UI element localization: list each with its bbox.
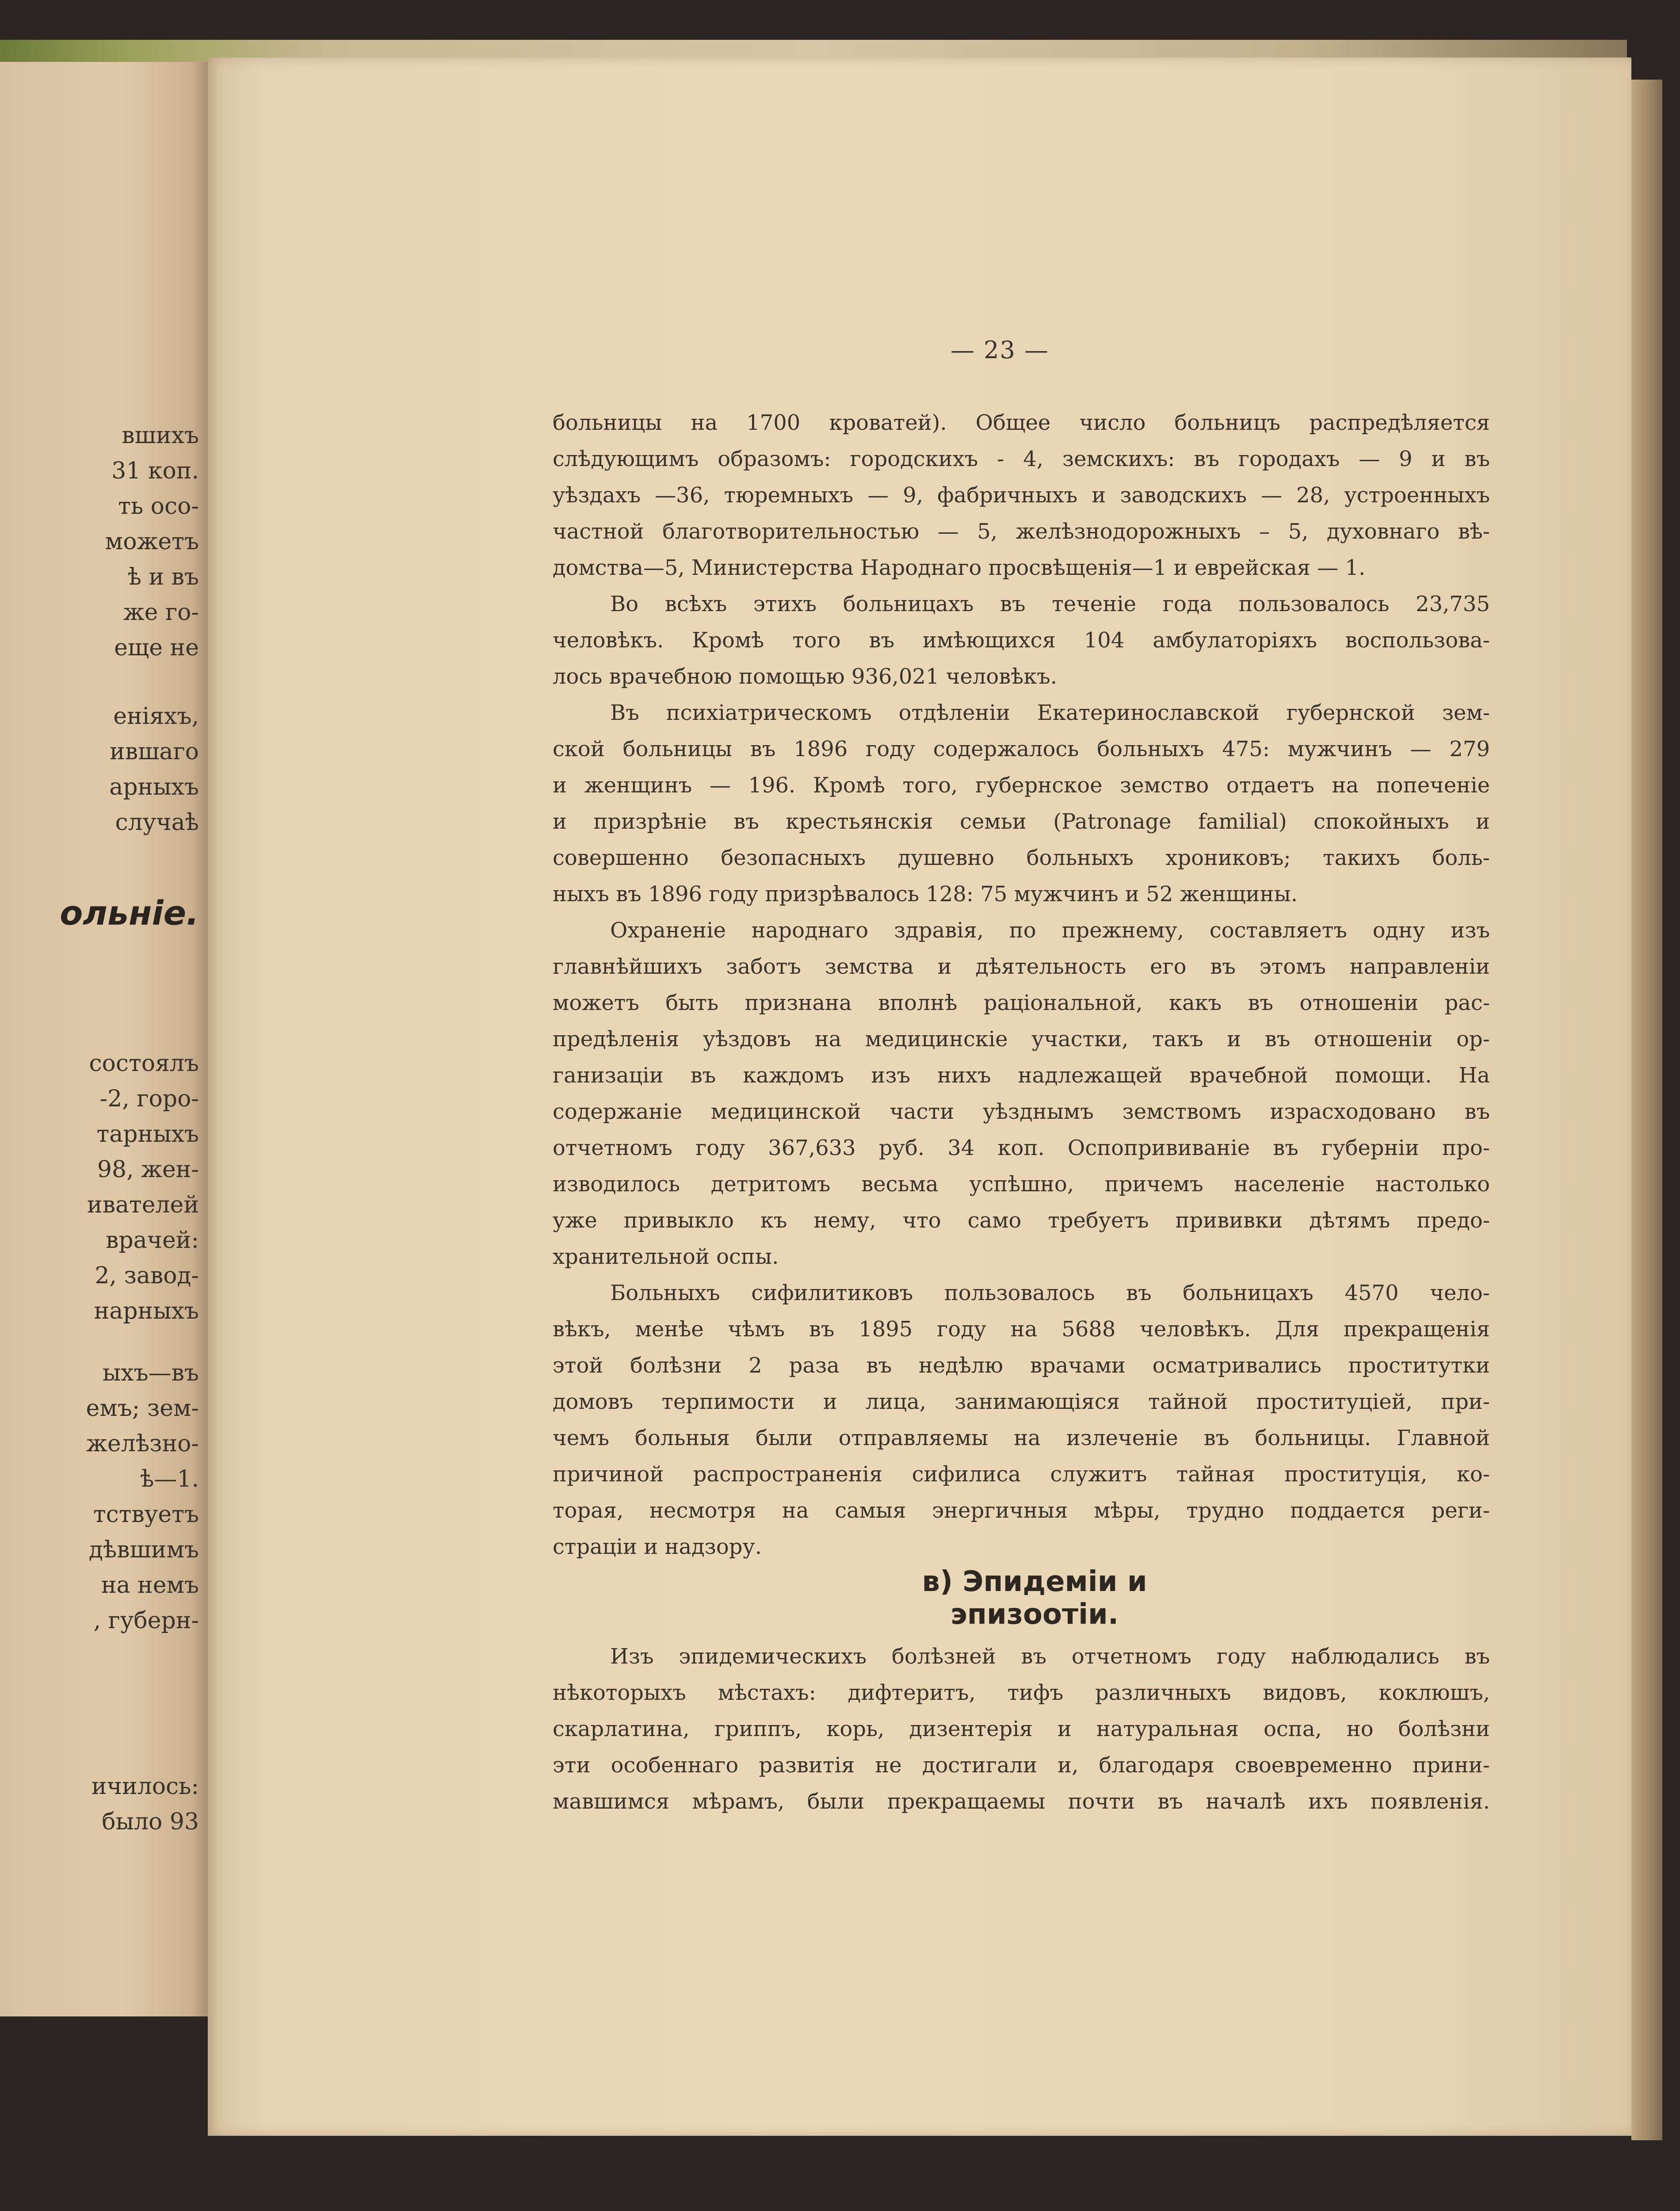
paragraph-line: и призрѣніе въ крестьянскія семьи (Patronage familial) спокойныхъ и bbox=[553, 809, 1490, 834]
paragraph-line: содержаніе медицинской части уѣзднымъ земствомъ израсходовано въ bbox=[553, 1099, 1490, 1124]
paragraph-line: вѣкъ, менѣе чѣмъ въ 1895 году на 5688 человѣкъ. Для прекращенія bbox=[553, 1317, 1490, 1342]
paragraph-line: хранительной оспы. bbox=[553, 1244, 779, 1269]
paragraph-line: Изъ эпидемическихъ болѣзней въ отчетномъ году наблюдались въ bbox=[610, 1644, 1490, 1669]
paragraph-line: человѣкъ. Кромѣ того въ имѣющихся 104 амбулаторіяхъ воспользова- bbox=[553, 628, 1490, 653]
left-page-line: арныхъ bbox=[109, 774, 199, 800]
left-page-line: нарныхъ bbox=[94, 1298, 199, 1324]
left-page-line: -2, горо- bbox=[99, 1086, 199, 1112]
paragraph-line: мавшимся мѣрамъ, были прекращаемы почти въ началѣ ихъ появленія. bbox=[553, 1789, 1490, 1814]
paragraph-line: причиной распространенія сифилиса служитъ тайная проституція, ко- bbox=[553, 1462, 1490, 1487]
paragraph-line: торая, несмотря на самыя энергичныя мѣры, трудно поддается реги- bbox=[553, 1498, 1490, 1523]
paragraph-line: домовъ терпимости и лица, занимающіяся тайной проституціей, при- bbox=[553, 1389, 1490, 1414]
left-page-line: тствуетъ bbox=[93, 1501, 199, 1528]
left-page-fragment bbox=[0, 62, 208, 2016]
left-page-line: ыхъ—въ bbox=[102, 1360, 199, 1386]
left-page-line: дѣвшимъ bbox=[88, 1537, 199, 1563]
left-page-line: ивателей bbox=[87, 1192, 199, 1218]
left-page-line: ичилось: bbox=[92, 1773, 199, 1800]
paragraph-line: Во всѣхъ этихъ больницахъ въ теченіе года пользовалось 23,735 bbox=[610, 592, 1490, 616]
paragraph-line: больницы на 1700 кроватей). Общее число больницъ распредѣляется bbox=[553, 410, 1490, 435]
paragraph-line: ской больницы въ 1896 году содержалось больныхъ 475: мужчинъ — 279 bbox=[553, 737, 1490, 761]
paragraph-line: этой болѣзни 2 раза въ недѣлю врачами осматривались проститутки bbox=[553, 1353, 1490, 1378]
paragraph-line: совершенно безопасныхъ душевно больныхъ хрониковъ; такихъ боль- bbox=[553, 845, 1490, 870]
paragraph-line: лось врачебною помощью 936,021 человѣкъ. bbox=[553, 664, 1057, 689]
paragraph-line: нѣкоторыхъ мѣстахъ: дифтеритъ, тифъ различныхъ видовъ, коклюшъ, bbox=[553, 1680, 1490, 1705]
paragraph-line: главнѣйшихъ заботъ земства и дѣятельность его въ этомъ направленіи bbox=[553, 954, 1490, 979]
left-page-line: состоялъ bbox=[89, 1050, 199, 1077]
paragraph-line: ныхъ въ 1896 году призрѣвалось 128: 75 мужчинъ и 52 женщины. bbox=[553, 882, 1298, 907]
left-page-line: было 93 bbox=[102, 1809, 199, 1835]
paragraph-line: Въ психіатрическомъ отдѣленіи Екатеринославской губернской зем- bbox=[610, 700, 1490, 725]
paragraph-line: предѣленія уѣздовъ на медицинскіе участки, такъ и въ отношеніи ор- bbox=[553, 1027, 1490, 1052]
paragraph-line: уѣздахъ —36, тюремныхъ — 9, фабричныхъ и заводскихъ — 28, устроенныхъ bbox=[553, 483, 1490, 508]
paragraph-line: изводилось детритомъ весьма успѣшно, причемъ населеніе настолько bbox=[553, 1172, 1490, 1197]
left-page-line: 98, жен- bbox=[97, 1156, 199, 1183]
left-page-line: 2, завод- bbox=[95, 1262, 199, 1289]
left-page-line: на немъ bbox=[101, 1572, 199, 1599]
left-page-line: же го- bbox=[123, 599, 199, 626]
paragraph-line: ганизаціи въ каждомъ изъ нихъ надлежащей врачебной помощи. На bbox=[553, 1063, 1490, 1088]
paragraph-line: можетъ быть признана вполнѣ раціональной, какъ въ отношеніи рас- bbox=[553, 991, 1490, 1015]
paragraph-line: страціи и надзору. bbox=[553, 1534, 762, 1559]
paragraph-line: частной благотворительностью — 5, желѣзнодорожныхъ – 5, духовнаго вѣ- bbox=[553, 519, 1490, 544]
paragraph-line: слѣдующимъ образомъ: городскихъ - 4, земскихъ: въ городахъ — 9 и въ bbox=[553, 447, 1490, 471]
left-page-line: можетъ bbox=[105, 528, 199, 555]
left-page-line: ѣ—1. bbox=[140, 1466, 199, 1492]
section-heading: в) Эпидеміи и эпизоотіи. bbox=[922, 1565, 1147, 1631]
paragraph-line: уже привыкло къ нему, что само требуетъ прививки дѣтямъ предо- bbox=[553, 1208, 1490, 1233]
paragraph-line: домства—5, Министерства Народнаго просвѣщенія—1 и еврейская — 1. bbox=[553, 555, 1366, 580]
paragraph-line: Охраненіе народнаго здравія, по прежнему, составляетъ одну изъ bbox=[610, 918, 1490, 943]
left-page-line: еще не bbox=[114, 635, 199, 661]
paragraph-line: чемъ больныя были отправляемы на излеченіе въ больницы. Главной bbox=[553, 1426, 1490, 1450]
left-page-line: желѣзно- bbox=[86, 1431, 199, 1457]
paragraph-line: скарлатина, гриппъ, корь, дизентерія и натуральная оспа, но болѣзни bbox=[553, 1717, 1490, 1741]
left-page-line: ѣ и въ bbox=[127, 564, 199, 590]
left-page-line: ившаго bbox=[110, 738, 199, 765]
left-page-line: 31 коп. bbox=[111, 458, 199, 484]
paragraph-line: и женщинъ — 196. Кромѣ того, губернское земство отдаетъ на попеченіе bbox=[553, 773, 1490, 798]
page-number: — 23 — bbox=[951, 336, 1050, 364]
left-page-line: , губерн- bbox=[93, 1607, 199, 1634]
left-page-line: вшихъ bbox=[122, 422, 199, 449]
paragraph-line: отчетномъ году 367,633 руб. 34 коп. Оспопрививаніе въ губерніи про- bbox=[553, 1136, 1490, 1160]
left-page-line: еніяхъ, bbox=[113, 703, 199, 730]
page-stack-edge bbox=[1631, 80, 1662, 2140]
left-page-line: ть осо- bbox=[118, 493, 199, 520]
left-page-line: врачей: bbox=[106, 1227, 199, 1254]
paragraph-line: Больныхъ сифилитиковъ пользовалось въ больницахъ 4570 чело- bbox=[610, 1281, 1490, 1305]
left-page-line: емъ; зем- bbox=[86, 1395, 199, 1422]
left-page-line: случаѣ bbox=[115, 809, 199, 836]
left-page-line: тарныхъ bbox=[96, 1121, 199, 1148]
paragraph-line: эти особеннаго развитія не достигали и, благодаря своевременно прини- bbox=[553, 1753, 1490, 1778]
left-page-heading: ольніе. bbox=[60, 893, 199, 933]
